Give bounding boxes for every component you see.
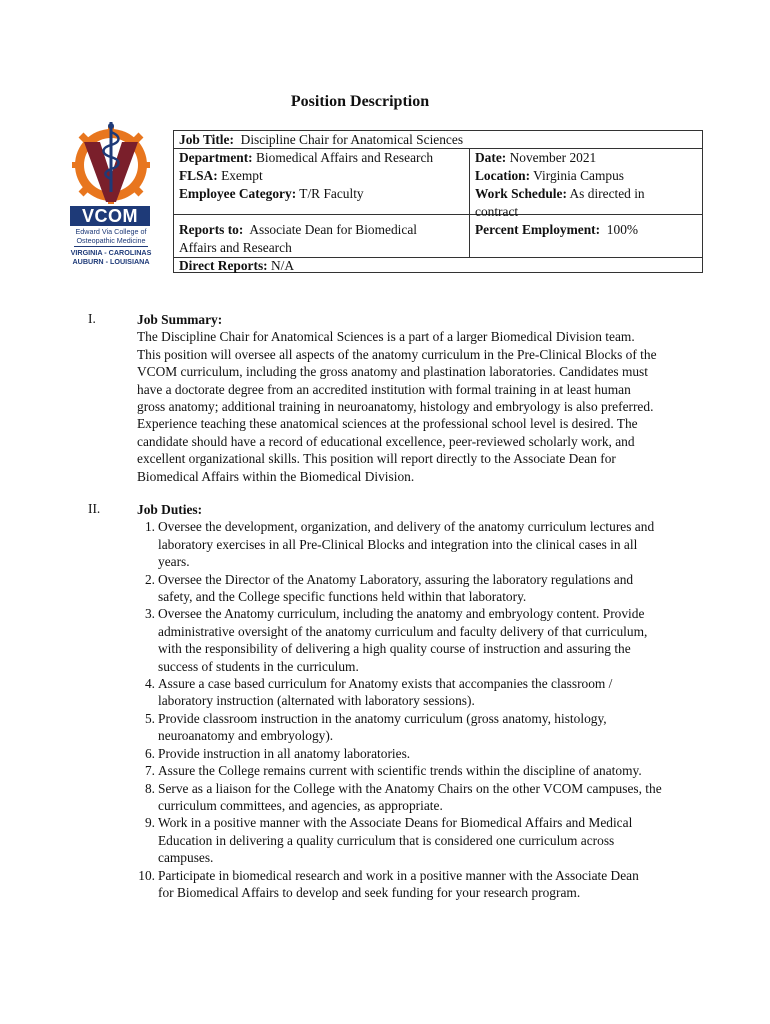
reports-to-label: Reports to (179, 222, 239, 237)
summary-line: have a doctorate degree from an accredited institution with formal training in at least human (137, 381, 631, 397)
item-line: Assure a case based curriculum for Anatomy exists that accompanies the classroom / (158, 676, 613, 692)
flsa-value: Exempt (221, 168, 263, 183)
item-line: Serve as a liaison for the College with the Anatomy Chairs on the other VCOM campuses, the (158, 780, 662, 796)
employment-row: Percent Employment: 100% (475, 222, 639, 237)
list-item (137, 762, 717, 779)
list-item (137, 518, 717, 570)
reports-to-continued: Affairs and Research (179, 240, 292, 255)
job-title-label: Job Title (179, 132, 230, 147)
logo-divider (74, 246, 148, 247)
summary-line: Biomedical Affairs within the Biomedical Division. (137, 468, 415, 484)
item-number: 4. (144, 676, 155, 692)
item-line: Provide instruction in all anatomy laboratories. (158, 745, 411, 761)
vcom-logo (66, 118, 156, 268)
employment-label: Percent Employment (475, 222, 596, 237)
direct-reports-value: N/A (270, 258, 295, 273)
employment-value: 100% (606, 222, 639, 237)
category-value: T/R Faculty (299, 186, 364, 201)
item-line: laboratory exercises in all Pre-Clinical Blocks and integration into the clinical cases in all (158, 536, 638, 552)
list-item (137, 780, 717, 815)
item-line: years. (158, 554, 190, 570)
category-label: Employee Category (179, 186, 292, 201)
item-line: Assure the College remains current with scientific trends within the discipline of anatomy. (158, 763, 642, 779)
item-number: 5. (144, 710, 155, 726)
item-line: Participate in biomedical research and work in a positive manner with the Associate Dean (158, 867, 639, 883)
section-heading: Job Summary: (137, 312, 223, 327)
item-number: 3. (144, 606, 155, 622)
item-line: curriculum committees, and agencies, as appropriate. (158, 797, 443, 813)
location-row: Location: Virginia Campus (475, 168, 624, 183)
item-line: with the responsibility of delivering a high quality course of instruction and assuring the (158, 641, 631, 657)
list-item (137, 814, 717, 866)
summary-line: This position will oversee all aspects of the anatomy curriculum in the Pre-Clinical Blocks of the (137, 346, 657, 362)
section-numeral: I. (88, 311, 96, 326)
schedule-row: Work Schedule: As directed in (475, 186, 645, 201)
schedule-value: As directed in (569, 186, 645, 201)
position-info-table (173, 130, 703, 273)
direct-reports-row: Direct Reports: N/A (179, 258, 295, 273)
date-row: Date: November 2021 (475, 150, 597, 165)
schedule-label: Work Schedule (475, 186, 563, 201)
location-value: Virginia Campus (533, 168, 624, 183)
item-line: Oversee the Director of the Anatomy Laboratory, assuring the laboratory regulations and (158, 571, 634, 587)
logo-college-name-line2: Osteopathic Medicine (76, 236, 146, 245)
list-item (137, 745, 717, 762)
table-divider (174, 214, 702, 215)
item-number: 2. (144, 571, 155, 587)
logo-wordmark: VCOM (70, 206, 150, 226)
reports-to-row: Reports to: Associate Dean for Biomedical (179, 222, 418, 237)
department-value: Biomedical Affairs and Research (256, 150, 434, 165)
item-line: success of students in the curriculum. (158, 658, 359, 674)
summary-line: Experience teaching these anatomical sciences at the professional school level is desired. The (137, 416, 638, 432)
list-item (137, 605, 717, 675)
summary-line: VCOM curriculum, including the gross anatomy and plastination laboratories. Candidates must (137, 364, 648, 380)
list-item (137, 867, 717, 902)
item-number: 10. (138, 867, 155, 883)
item-line: Oversee the Anatomy curriculum, including the anatomy and embryology content. Provide (158, 606, 645, 622)
item-line: campuses. (158, 850, 214, 866)
summary-line: excellent organizational skills. This position will report directly to the Associate Dean for (137, 451, 616, 467)
item-line: Work in a positive manner with the Associate Deans for Biomedical Affairs and Medical (158, 815, 633, 831)
page-title: Position Description (290, 93, 430, 110)
section-numeral: II. (88, 501, 101, 516)
section-heading: Job Duties: (137, 502, 203, 517)
list-item (137, 571, 717, 606)
date-value: November 2021 (509, 150, 597, 165)
reports-to-value: Associate Dean for Biomedical (249, 222, 418, 237)
summary-line: candidate should have a record of educational excellence, peer-reviewed scholarly work, and (137, 433, 635, 449)
job-title-row: Job Title: Discipline Chair for Anatomical Sciences (179, 132, 464, 147)
caduceus-emblem-icon (66, 118, 156, 208)
item-line: Education in delivering a quality curriculum that is considered one curriculum across (158, 832, 615, 848)
item-number: 8. (144, 780, 155, 796)
item-line: administrative oversight of the anatomy curriculum and faculty delivery of that curriculum, (158, 623, 648, 639)
item-line: neuroanatomy and embryology). (158, 728, 334, 744)
item-line: safety, and the College specific functions held within that laboratory. (158, 589, 527, 605)
category-row: Employee Category: T/R Faculty (179, 186, 364, 201)
item-number: 6. (144, 745, 155, 761)
flsa-row: FLSA: Exempt (179, 168, 263, 183)
item-number: 1. (144, 519, 155, 535)
duties-list (137, 518, 717, 901)
table-divider (469, 148, 470, 258)
flsa-label: FLSA (179, 168, 214, 183)
list-item (137, 675, 717, 710)
logo-campuses-line1: VIRGINIA - CAROLINAS (70, 248, 152, 257)
item-number: 9. (144, 815, 155, 831)
logo-campuses-line2: AUBURN - LOUISIANA (72, 257, 150, 266)
list-item (137, 710, 717, 745)
item-line: for Biomedical Affairs to develop and seek funding for your research program. (158, 884, 581, 900)
summary-line: gross anatomy; additional training in neuroanatomy, histology and embryology is also preferred. (137, 399, 654, 415)
location-label: Location (475, 168, 526, 183)
item-line: laboratory instruction (alternated with laboratory sessions). (158, 693, 475, 709)
item-line: Provide classroom instruction in the anatomy curriculum (gross anatomy, histology, (158, 710, 607, 726)
item-number: 7. (144, 763, 155, 779)
item-line: Oversee the development, organization, and delivery of the anatomy curriculum lectures and (158, 519, 655, 535)
summary-paragraph (137, 328, 717, 485)
schedule-continued: contract (475, 204, 519, 219)
date-label: Date (475, 150, 502, 165)
direct-reports-label: Direct Reports (179, 258, 264, 273)
department-label: Department (179, 150, 249, 165)
job-title-value: Discipline Chair for Anatomical Sciences (240, 132, 464, 147)
summary-line: The Discipline Chair for Anatomical Sciences is a part of a larger Biomedical Division team. (137, 329, 635, 345)
department-row: Department: Biomedical Affairs and Research (179, 150, 434, 165)
logo-college-name-line1: Edward Via College of (75, 227, 147, 236)
